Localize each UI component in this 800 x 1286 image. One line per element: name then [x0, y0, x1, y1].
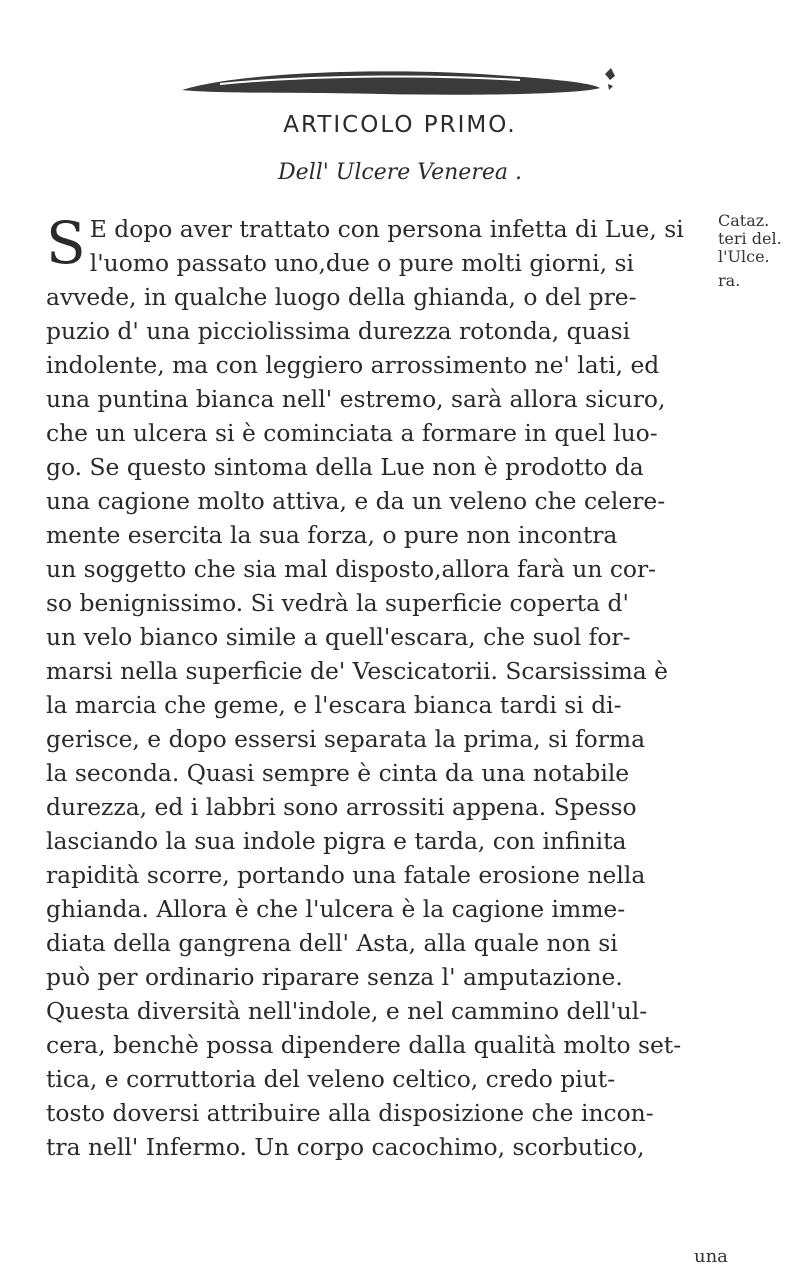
ornament-flourish: [605, 68, 615, 90]
text-line: marsi nella superficie de' Vescicatorii. Scarsissima è: [46, 657, 669, 685]
text-line: un velo bianco simile a quell'escara, che suol for-: [46, 623, 631, 651]
text-line: avvede, in qualche luogo della ghianda, o del pre-: [46, 283, 637, 311]
text-line: so benignissimo. Si vedrà la superficie coperta d': [46, 589, 629, 617]
header-ornament: [180, 62, 620, 102]
text-line: indolente, ma con leggiero arrossimento ne' lati, ed: [46, 351, 660, 379]
text-line: diata della gangrena dell' Asta, alla quale non si: [46, 929, 618, 957]
text-line: gerisce, e dopo essersi separata la prima, si forma: [46, 725, 646, 753]
text-line: E dopo aver trattato con persona infetta di Lue, si: [89, 215, 684, 243]
text-line: tica, e corruttoria del veleno celtico, credo piut-: [46, 1065, 616, 1093]
article-title: ARTICOLO PRIMO.: [283, 112, 517, 138]
text-line: può per ordinario riparare senza l' amputazione.: [46, 963, 623, 991]
margin-note-line: ra.: [718, 271, 741, 290]
text-line: Questa diversità nell'indole, e nel cammino dell'ul-: [46, 997, 648, 1025]
text-line: ghianda. Allora è che l'ulcera è la cagione imme-: [46, 895, 626, 923]
margin-note-line: l'Ulce.: [718, 247, 770, 266]
text-line: lasciando la sua indole pigra e tarda, con infinita: [46, 827, 627, 855]
section-title: Dell' Ulcere Venerea .: [278, 160, 522, 185]
ornament-bar: [182, 71, 600, 94]
text-line: un soggetto che sia mal disposto,allora farà un cor-: [46, 555, 657, 583]
text-line: la seconda. Quasi sempre è cinta da una notabile: [46, 759, 630, 787]
text-line: l'uomo passato uno,due o pure molti giorni, si: [89, 249, 634, 277]
text-line: durezza, ed i labbri sono arrossiti appena. Spesso: [46, 793, 637, 821]
text-line: cera, benchè possa dipendere dalla qualità molto set-: [46, 1031, 682, 1059]
margin-note-line: Cataz.: [718, 211, 770, 230]
text-line: tra nell' Infermo. Un corpo cacochimo, scorbutico,: [46, 1133, 645, 1161]
text-line: una cagione molto attiva, e da un veleno che celere-: [46, 487, 666, 515]
catchword: una: [694, 1246, 728, 1267]
text-line: che un ulcera si è cominciata a formare in quel luo-: [46, 419, 658, 447]
text-line: mente esercita la sua forza, o pure non incontra: [46, 521, 618, 549]
text-line: go. Se questo sintoma della Lue non è prodotto da: [46, 453, 644, 481]
body-text: [46, 209, 716, 1164]
margin-note-line: teri del.: [718, 229, 782, 248]
margin-note: [718, 212, 794, 290]
text-line: puzio d' una picciolissima durezza rotonda, quasi: [46, 317, 631, 345]
drop-cap: S: [46, 209, 86, 277]
text-line: tosto doversi attribuire alla disposizione che incon-: [46, 1099, 654, 1127]
text-line: una puntina bianca nell' estremo, sarà allora sicuro,: [46, 385, 666, 413]
text-line: la marcia che geme, e l'escara bianca tardi si di-: [46, 691, 622, 719]
text-line: rapidità scorre, portando una fatale erosione nella: [46, 861, 646, 889]
